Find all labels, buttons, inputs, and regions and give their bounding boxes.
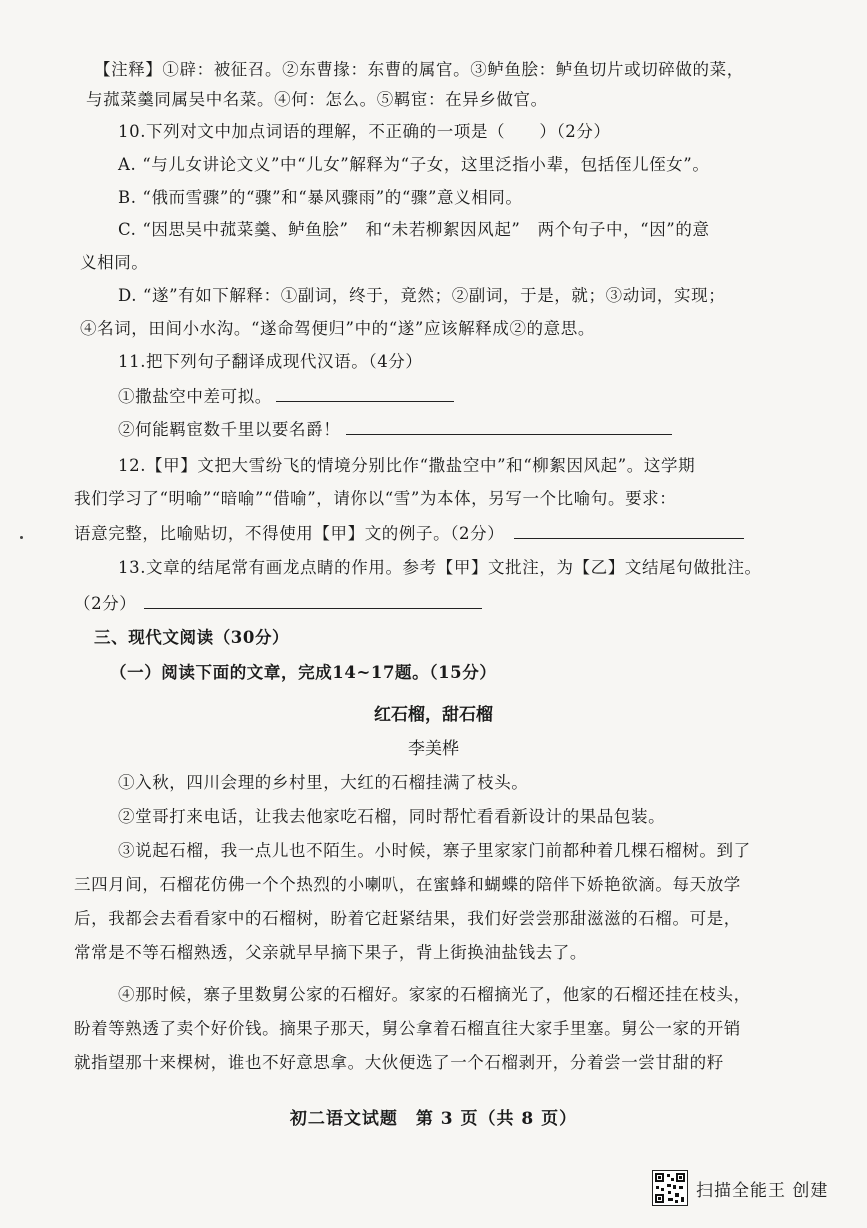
question-13-score: （2分） — [74, 594, 137, 613]
question-12: 12.【甲】文把大雪纷飞的情境分别比作“撒盐空中”和“柳絮因风起”。这学期 — [118, 456, 696, 475]
page-footer: 初二语文试题 第 3 页（共 8 页） — [289, 1109, 578, 1129]
question-12-line-3-text: 语意完整，比喻贴切，不得使用【甲】文的例子。（2分） — [74, 524, 505, 543]
answer-blank-11-1[interactable] — [276, 383, 454, 402]
answer-blank-12[interactable] — [514, 520, 744, 539]
article-paragraph-4: ④那时候，寨子里数舅公家的石榴好。家家的石榴摘光了，他家的石榴还挂在枝头， — [118, 985, 751, 1004]
article-title: 红石榴，甜石榴 — [374, 705, 493, 725]
article-paragraph-1: ①入秋，四川会理的乡村里，大红的石榴挂满了枝头。 — [118, 773, 529, 792]
answer-blank-13[interactable] — [144, 590, 482, 609]
question-11-item-2 — [118, 416, 672, 442]
question-12-line-3 — [74, 520, 744, 546]
question-10-option-c-cont: 义相同。 — [80, 253, 149, 272]
article-paragraph-3-line-2: 三四月间，石榴花仿佛一个个热烈的小喇叭，在蜜蜂和蝴蝶的陪伴下娇艳欲滴。每天放学 — [74, 875, 741, 894]
article-paragraph-2: ②堂哥打来电话，让我去他家吃石榴，同时帮忙看看新设计的果品包装。 — [118, 807, 666, 826]
question-13: 13.文章的结尾常有画龙点睛的作用。参考【甲】文批注，为【乙】文结尾句做批注。 — [118, 558, 762, 577]
annotation-line-1: 【注释】①辟：被征召。②东曹掾：东曹的属官。③鲈鱼脍：鲈鱼切片或切碎做的菜， — [94, 60, 744, 79]
question-10-option-c: C. “因思吴中菰菜羹、鲈鱼脍” 和“未若柳絮因风起” 两个句子中，“因”的意 — [118, 220, 710, 239]
article-paragraph-4-line-3: 就指望那十来棵树，谁也不好意思拿。大伙便选了一个石榴剥开，分着尝一尝甘甜的籽 — [74, 1053, 724, 1072]
question-12-line-2: 我们学习了“明喻”“暗喻”“借喻”，请你以“雪”为本体，另写一个比喻句。要求： — [74, 489, 677, 508]
question-11-item-1-text: ①撒盐空中差可拟。 — [118, 387, 272, 406]
scanner-watermark — [652, 1170, 828, 1206]
question-10-option-a: A. “与儿女讲论文义”中“儿女”解释为“子女，这里泛指小辈，包括侄儿侄女”。 — [118, 155, 710, 174]
annotation-line-2: 与菰菜羹同属吴中名菜。④何：怎么。⑤羁宦：在异乡做官。 — [86, 90, 548, 109]
question-10-option-b: B. “俄而雪骤”的“骤”和“暴风骤雨”的“骤”意义相同。 — [118, 188, 523, 207]
article-author: 李美桦 — [408, 739, 459, 759]
question-11-item-2-text: ②何能羁宦数千里以要名爵！ — [118, 420, 341, 439]
scanner-watermark-text: 扫描全能王 创建 — [696, 1180, 829, 1201]
article-paragraph-4-line-2: 盼着等熟透了卖个好价钱。摘果子那天，舅公拿着石榴直往大家手里塞。舅公一家的开销 — [74, 1019, 741, 1038]
article-paragraph-3: ③说起石榴，我一点儿也不陌生。小时候，寨子里家家门前都种着几棵石榴树。到了 — [118, 841, 751, 860]
article-paragraph-3-line-3: 后，我都会去看看家中的石榴树，盼着它赶紧结果，我们好尝尝那甜滋滋的石榴。可是， — [74, 909, 741, 928]
question-13-line-2 — [74, 590, 482, 616]
question-10: 10.下列对文中加点词语的理解，不正确的一项是（ ）（2分） — [118, 122, 611, 141]
article-paragraph-3-line-4: 常常是不等石榴熟透，父亲就早早摘下果子，背上街换油盐钱去了。 — [74, 943, 587, 962]
scan-speck — [20, 536, 23, 539]
question-10-option-d-cont: ④名词，田间小水沟。“遂命驾便归”中的“遂”应该解释成②的意思。 — [80, 319, 595, 338]
question-10-option-d: D. “遂”有如下解释：①副词，终于，竟然；②副词，于是，就；③动词，实现； — [118, 286, 726, 305]
section-heading: 三、现代文阅读（30分） — [94, 628, 290, 647]
question-11-item-1 — [118, 383, 454, 409]
reading-instruction: （一）阅读下面的文章，完成14~17题。（15分） — [110, 663, 497, 682]
answer-blank-11-2[interactable] — [346, 416, 672, 435]
qr-code-icon — [652, 1170, 688, 1206]
question-11: 11.把下列句子翻译成现代汉语。（4分） — [118, 352, 423, 371]
